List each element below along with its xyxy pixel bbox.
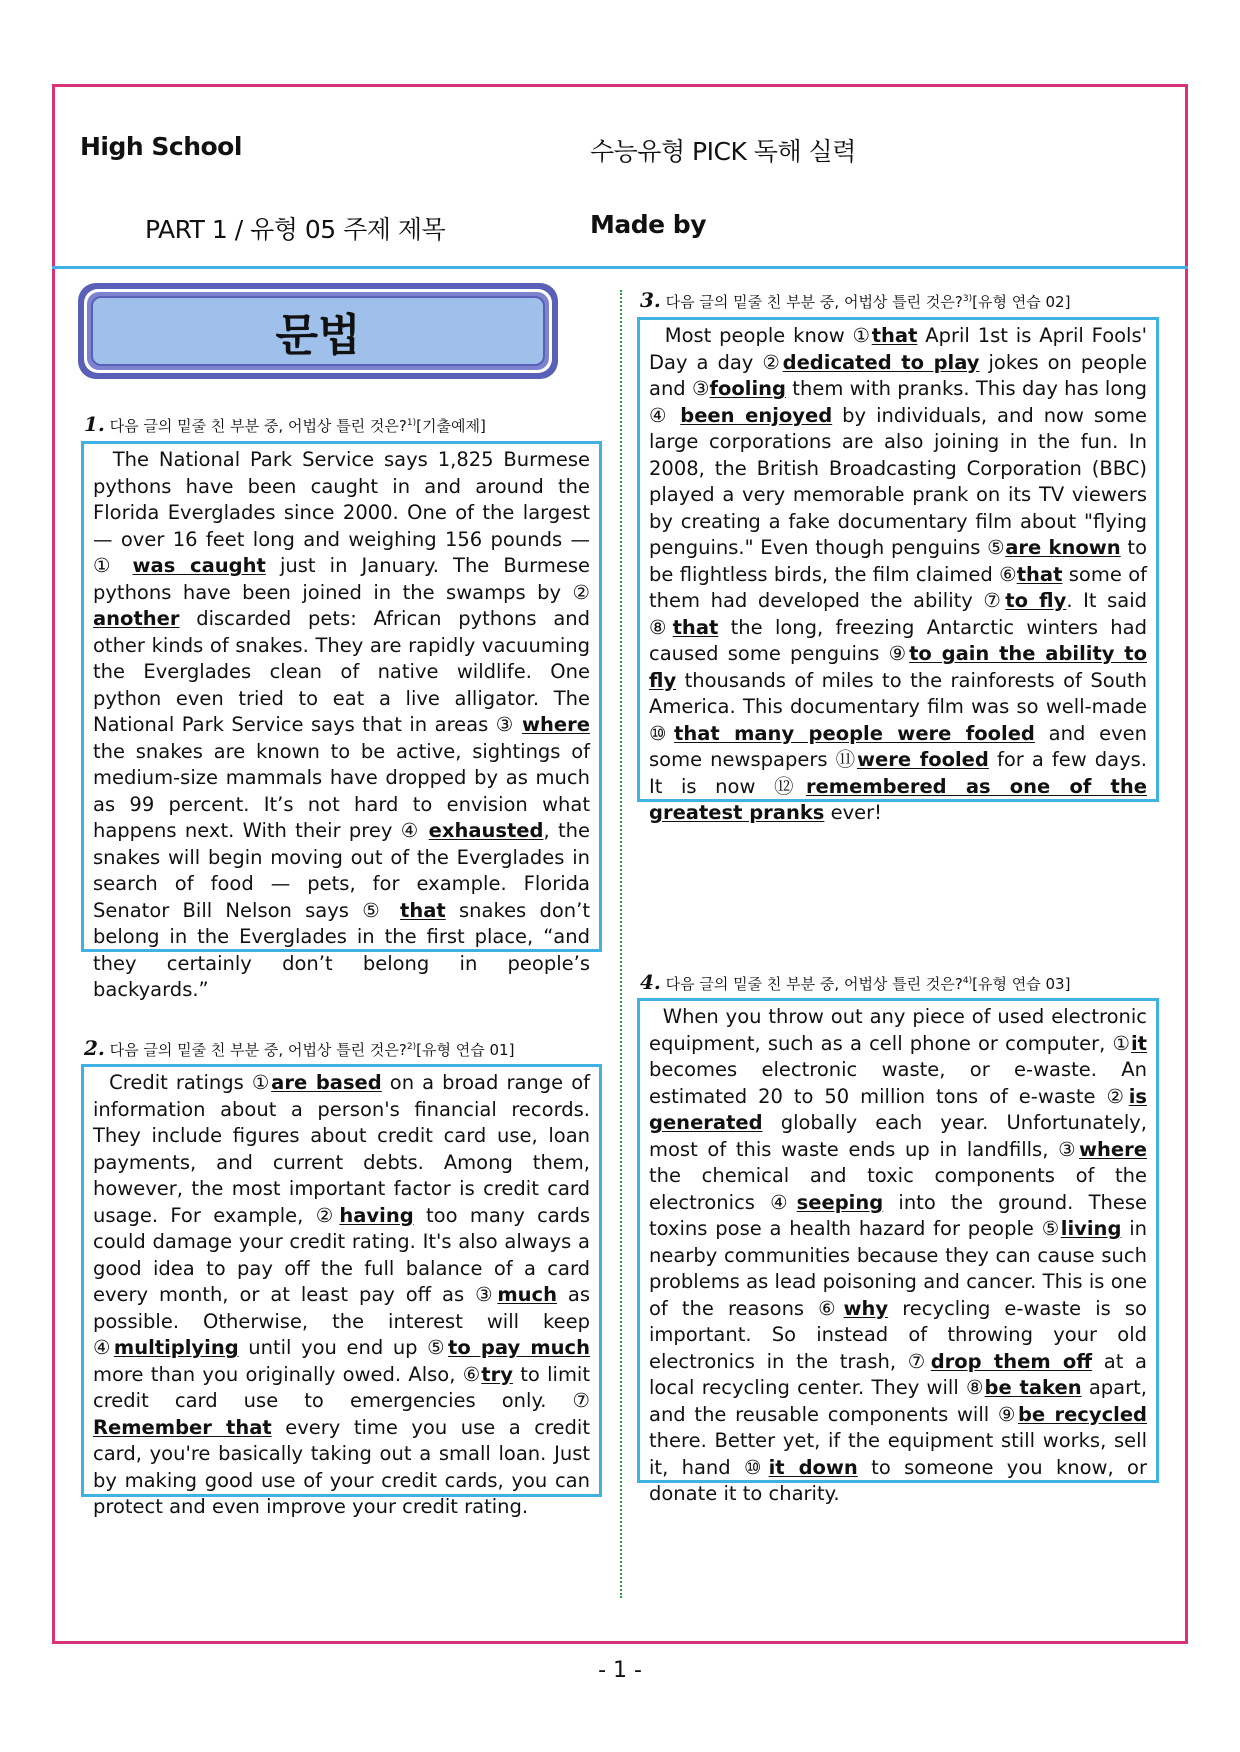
- underlined-choice: try: [481, 1362, 513, 1386]
- passage-text: to limit credit card use to emergencies only. ⑦: [93, 1362, 590, 1412]
- passage-text: until you end up ⑤: [238, 1336, 449, 1359]
- underlined-choice: having: [339, 1203, 414, 1227]
- passage-text: , the snakes will begin moving out of the Everglades in search of food — pets, for example. Florida Senator Bill Nelson says ⑤: [93, 819, 590, 922]
- underlined-choice: dedicated to play: [782, 350, 980, 374]
- passage-text: jokes on people and ③: [649, 350, 1147, 400]
- passage-text: recycling e-waste is so important. So instead of throwing your old electronics in the trash, ⑦: [649, 1296, 1147, 1373]
- underlined-choice: that: [672, 615, 719, 639]
- header-made-by: Made by: [590, 210, 706, 239]
- underlined-choice: that many people were fooled: [674, 721, 1035, 745]
- underlined-choice: was caught: [132, 554, 266, 577]
- column-divider: [620, 290, 622, 1598]
- underlined-choice: seeping: [796, 1190, 884, 1214]
- underlined-choice: much: [497, 1283, 557, 1306]
- page-number: - 1 -: [598, 1658, 642, 1683]
- underlined-choice: drop them off: [930, 1349, 1093, 1373]
- underlined-choice: fooling: [709, 377, 787, 400]
- section-title: 문법: [91, 296, 545, 366]
- question-3-passage: [637, 317, 1159, 824]
- passage-text: as possible. Otherwise, the interest will keep ④: [93, 1283, 591, 1359]
- passage-text: April 1st is April Fools' Day a day ②: [649, 324, 1147, 374]
- passage-text: snakes don’t belong in the Everglades in the first place, “and they certainly don’t belong in people’s backyards.”: [93, 898, 590, 1001]
- section-title-box: [78, 283, 558, 379]
- underlined-choice: where: [1079, 1137, 1147, 1161]
- passage-text: Most people know ①: [664, 324, 872, 347]
- underlined-choice: exhausted: [428, 819, 544, 842]
- passage-text: globally each year. Unfortunately, most of this waste ends up in landfills, ③: [649, 1111, 1147, 1161]
- header-series: 수능유형 PICK 독해 실력: [590, 137, 856, 166]
- underlined-choice: be taken: [984, 1376, 1082, 1399]
- underlined-choice: why: [843, 1296, 889, 1320]
- question-2-prompt: 2. 다음 글의 밑줄 친 부분 중, 어법상 틀린 것은?$^{2)}$[유형 연습 01]: [84, 1036, 515, 1060]
- passage-text: too many cards could damage your credit rating. It's also always a good idea to pay off the full balance of a card every month, or at least pay off as ③: [93, 1203, 591, 1306]
- question-4-prompt: 4. 다음 글의 밑줄 친 부분 중, 어법상 틀린 것은?$^{4)}$[유형 연습 03]: [640, 970, 1071, 994]
- passage-text: When you throw out any piece of used electronic equipment, such as a cell phone or computer, ①: [649, 1005, 1147, 1055]
- passage-text: The National Park Service says 1,825 Burmese pythons have been caught in and around the Florida Everglades since 2000. One of the largest — over 16 feet long and weighing 156 pounds — ①: [93, 448, 590, 577]
- question-1-passage: [81, 441, 602, 1001]
- question-2-passage: [81, 1064, 602, 1518]
- passage-text: becomes electronic waste, or e-waste. An estimated 20 to 50 million tons of e-waste ②: [649, 1058, 1147, 1108]
- passage-text: by individuals, and now some large corporations are also joining in the fun. In 2008, the British Broadcasting Corporation (BBC) played a very memorable prank on its TV viewers by creating a fake documentary film about "flying penguins." Even though penguins ⑤: [649, 403, 1147, 559]
- passage-text: and even some newspapers ⑪: [649, 721, 1147, 771]
- underlined-choice: to fly: [1005, 589, 1067, 612]
- header-school: High School: [80, 132, 242, 161]
- underlined-choice: been enjoyed: [680, 403, 833, 427]
- underlined-choice: that: [400, 898, 446, 922]
- passage-text: some of them had developed the ability ⑦: [649, 562, 1147, 612]
- passage-text: every time you use a credit card, you're basically taking out a small loan. Just by making good use of your credit cards, you can protect and even improve your credit rating.: [93, 1415, 590, 1518]
- question-3-prompt: 3. 다음 글의 밑줄 친 부분 중, 어법상 틀린 것은?$^{3)}$[유형 연습 02]: [640, 288, 1071, 312]
- underlined-choice: to pay much: [448, 1336, 590, 1359]
- underlined-choice: are based: [271, 1071, 382, 1094]
- underlined-choice: be recycled: [1017, 1402, 1148, 1426]
- passage-text: the long, freezing Antarctic winters had caused some penguins ⑨: [649, 615, 1147, 665]
- header-rule: [52, 266, 1188, 269]
- passage-text: discarded pets: African pythons and other kinds of snakes. They are rapidly vacuuming the Everglades clean of native wildlife. One python even tried to eat a live alligator. The National Park Service says that in areas ③: [93, 607, 590, 736]
- passage-text: thousands of miles to the rainforests of South America. This documentary film was so well-made ⑩: [649, 668, 1147, 745]
- underlined-choice: another: [93, 607, 180, 630]
- passage-text: into the ground. These toxins pose a health hazard for people ⑤: [649, 1190, 1147, 1240]
- underlined-choice: were fooled: [856, 748, 989, 771]
- passage-text: for a few days. It is now ⑫: [649, 748, 1147, 798]
- question-1-prompt: 1. 다음 글의 밑줄 친 부분 중, 어법상 틀린 것은?$^{1)}$[기출예제]: [84, 412, 486, 436]
- underlined-choice: that: [1016, 562, 1063, 586]
- passage-text: the snakes are known to be active, sightings of medium-size mammals have dropped by as much as 99 percent. It’s not hard to envision what happens next. With their prey ④: [93, 739, 590, 842]
- passage-text: ever!: [824, 801, 882, 824]
- passage-text: more than you originally owed. Also, ⑥: [93, 1362, 482, 1386]
- passage-text: to someone you know, or donate it to charity.: [649, 1455, 1148, 1505]
- underlined-choice: remembered as one of the greatest pranks: [649, 774, 1147, 824]
- passage-text: apart, and the reusable components will ⑨: [649, 1376, 1147, 1426]
- passage-text: on a broad range of information about a person's financial records. They include figures about credit card use, loan payments, and current debts. Among them, however, the most important factor is credit card usage. For example, ②: [93, 1071, 590, 1227]
- passage-text: them with pranks. This day has long ④: [649, 377, 1147, 427]
- passage-text: Credit ratings ①: [109, 1071, 272, 1094]
- passage-text: just in January. The Burmese pythons have been joined in the swamps by ②: [93, 554, 590, 604]
- header-part: PART 1 / 유형 05 주제 제목: [145, 215, 446, 244]
- passage-text: there. Better yet, if the equipment still works, sell it, hand ⑩: [649, 1429, 1147, 1479]
- passage-text: the chemical and toxic components of the electronics ④: [649, 1164, 1147, 1214]
- passage-text: in nearby communities because they can cause such problems as lead poisoning and cancer. This is one of the reasons ⑥: [649, 1217, 1147, 1320]
- underlined-choice: multiplying: [113, 1336, 239, 1359]
- passage-text: at a local recycling center. They will ⑧: [649, 1349, 1147, 1399]
- underlined-choice: it: [1130, 1031, 1147, 1055]
- underlined-choice: living: [1060, 1217, 1122, 1240]
- underlined-choice: where: [522, 713, 590, 736]
- underlined-choice: Remember that: [93, 1415, 272, 1439]
- underlined-choice: are known: [1005, 536, 1121, 559]
- underlined-choice: to gain the ability to fly: [649, 642, 1147, 692]
- underlined-choice: is generated: [649, 1084, 1147, 1134]
- underlined-choice: it down: [768, 1455, 858, 1479]
- question-4-passage: [637, 998, 1159, 1505]
- passage-text: . It said ⑧: [649, 589, 1147, 639]
- passage-text: to be flightless birds, the film claimed ⑥: [649, 536, 1148, 586]
- underlined-choice: that: [871, 324, 918, 347]
